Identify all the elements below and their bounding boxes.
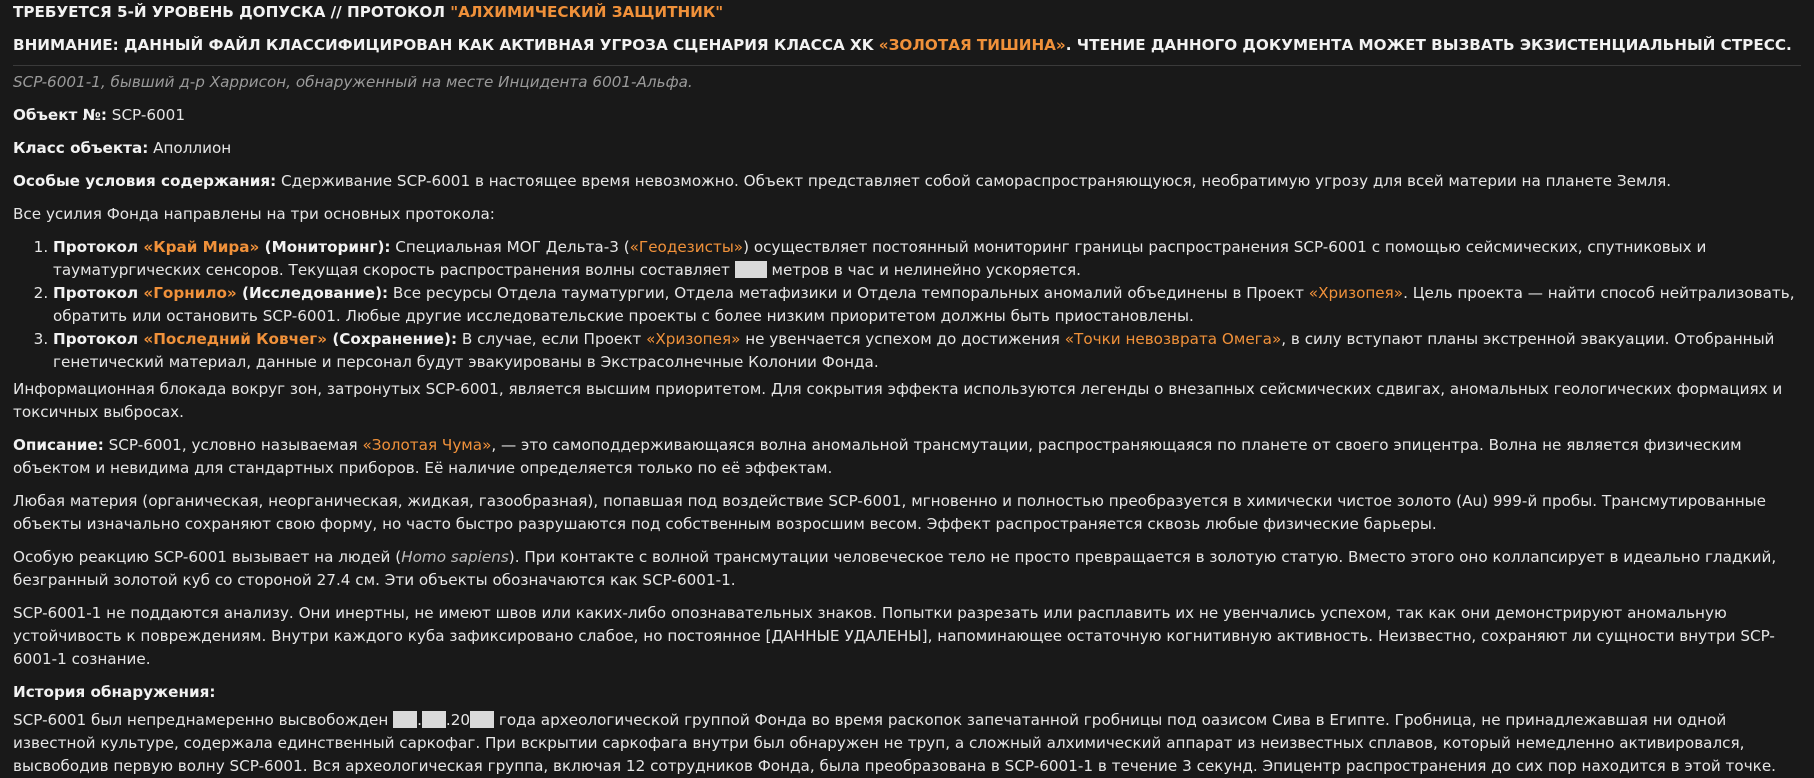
project-name: «Хризопея» [1308, 284, 1404, 302]
mtf-name: «Геодезисты» [629, 238, 744, 256]
protocol-suffix: (Исследование): [236, 284, 389, 302]
object-class [13, 137, 1801, 160]
nickname: «Золотая Чума» [362, 436, 492, 454]
project-name: «Хризопея» [646, 330, 741, 348]
point-name: «Точки невозврата Омега» [1064, 330, 1282, 348]
protocol-prefix: Протокол [53, 284, 144, 302]
protocol-text: не увенчается успехом до достижения [740, 330, 1065, 348]
clearance-header [13, 0, 1801, 24]
clearance-prefix: ТРЕБУЕТСЯ 5-Й УРОВЕНЬ ДОПУСКА // ПРОТОКОЛ [13, 3, 451, 21]
protocol-prefix: Протокол [53, 238, 144, 256]
protocol-suffix: (Мониторинг): [259, 238, 391, 256]
object-number [13, 104, 1801, 127]
human-reaction-text: Особую реакцию SCP-6001 вызывает на людей ( [13, 548, 402, 566]
date-separator: .20 [445, 711, 471, 729]
human-reaction-text: ). При контакте с волной трансмутации человеческое тело не просто превращается в золотую статую. Вместо этого оно коллапсирует в идеально гладкий, безгранный золотой куб со стороной 27.4 см. Эти объекты обозначаются как SCP-6001-1. [13, 548, 1777, 589]
containment-text: Сдерживание SCP-6001 в настоящее время невозможно. Объект представляет собой самораспространяющуюся, необратимую угрозу для всей материи на планете Земля. [276, 172, 1672, 190]
redaction-bar [422, 711, 446, 728]
protocol-item-crucible [53, 282, 1801, 328]
object-class-value: Аполлион [148, 139, 232, 157]
history-paragraph [13, 709, 1801, 778]
protocol-text: Все ресурсы Отдела тауматургии, Отдела метафизики и Отдела темпоральных аномалий объединены в Проект [388, 284, 1309, 302]
description-paragraph [13, 434, 1801, 480]
containment-procedures [13, 170, 1801, 193]
date-separator: . [417, 711, 422, 729]
blockade-paragraph: Информационная блокада вокруг зон, затронутых SCP-6001, является высшим приоритетом. Для сокрытия эффекта используются легенды о внезапных сейсмических сдвигах, аномальных геологических формациях и токсичных выбросах. [13, 380, 1783, 421]
protocol-name: «Край Мира» [143, 238, 260, 256]
protocol-text: , в силу вступают планы экстренной эвакуации. Отобранный генетический материал, данные и персонал будут эвакуированы в Экстрасолнечные Колонии Фонда. [53, 330, 1775, 371]
protocol-text: Специальная МОГ Дельта-3 ( [390, 238, 630, 256]
description-label: Описание: [13, 436, 104, 454]
protocol-text: . Цель проекта — найти способ нейтрализовать, обратить или остановить SCP-6001. Любые другие исследовательские проекты с более низким приоритетом должны быть приостановлены. [53, 284, 1795, 325]
warning-header [13, 34, 1801, 57]
history-text: года археологической группой Фонда во время раскопок запечатанной гробницы под оазисом Сива в Египте. Гробница, не принадлежавшая ни одной известной культуре, содержала единственный саркофаг. При вскрытии саркофага внутри был обнаружен не труп, а сложный алхимический аппарат из неизвестных сплавов, который немедленно активировался, высвободив первую волну SCP-6001. Вся археологическая группа, включая 12 сотрудников Фонда, была преобразована в SCP-6001-1 в течение 3 секунд. Эпицентр распространения до сих пор находится в этой точке. [13, 711, 1777, 775]
description-text: SCP-6001, условно называемая [103, 436, 363, 454]
warning-suffix: . ЧТЕНИЕ ДАННОГО ДОКУМЕНТА МОЖЕТ ВЫЗВАТЬ ЭКЗИСТЕНЦИАЛЬНЫЙ СТРЕСС. [1065, 36, 1792, 54]
warning-prefix: ВНИМАНИЕ: ДАННЫЙ ФАЙЛ КЛАССИФИЦИРОВАН КАК АКТИВНАЯ УГРОЗА СЦЕНАРИЯ КЛАССА XK [13, 36, 879, 54]
species-name: Homo sapiens [401, 548, 509, 566]
protocol-name: "АЛХИМИЧЕСКИЙ ЗАЩИТНИК" [450, 3, 724, 21]
history-heading [13, 681, 1801, 704]
protocol-text: метров в час и нелинейно ускоряется. [766, 261, 1081, 279]
protocol-label [53, 284, 388, 302]
object-number-label: Объект №: [13, 106, 107, 124]
redaction-bar [735, 261, 767, 278]
protocol-label [53, 330, 457, 348]
containment-label: Особые условия содержания: [13, 172, 277, 190]
object-class-label: Класс объекта: [13, 139, 149, 157]
history-label: История обнаружения: [13, 683, 216, 701]
protocol-name: «Последний Ковчег» [143, 330, 328, 348]
protocol-suffix: (Сохранение): [327, 330, 458, 348]
history-text: SCP-6001 был непреднамеренно высвобожден [13, 711, 394, 729]
protocol-list [13, 236, 1801, 374]
protocol-prefix: Протокол [53, 330, 144, 348]
transmutation-paragraph: Любая материя (органическая, неорганическая, жидкая, газообразная), попавшая под воздействие SCP-6001, мгновенно и полностью преобразуется в химически чистое золото (Au) 999-й пробы. Трансмутированные объекты изначально сохраняют свою форму, но часто быстро разрушаются под собственным возросшим весом. Эффект распространяется сквозь любые физические барьеры. [13, 492, 1766, 533]
protocol-text: ) осуществляет постоянный мониторинг границы распространения SCP-6001 с помощью сейсмических, спутниковых и тауматургических сенсоров. Текущая скорость распространения волны составляет [53, 238, 1707, 279]
image-caption: SCP-6001-1, бывший д-р Харрисон, обнаруженный на месте Инцидента 6001-Альфа. [13, 73, 693, 91]
human-reaction-paragraph [13, 546, 1801, 592]
cube-paragraph: SCP-6001-1 не поддаются анализу. Они инертны, не имеют швов или каких-либо опознавательных знаков. Попытки разрезать или расплавить их не увенчались успехом, так как они демонстрируют аномальную устойчивость к повреждениям. Внутри каждого куба зафиксировано слабое, но постоянное [ДАННЫЕ УДАЛЕНЫ], напоминающее остаточную когнитивную активность. Неизвестно, сохраняют ли сущности внутри SCP-6001-1 сознание. [13, 604, 1775, 668]
description-text: , — это самоподдерживающаяся волна аномальной трансмутации, распространяющаяся по планете от своего эпицентра. Волна не является физическим объектом и невидима для стандартных приборов. Её наличие определяется только по её эффектам. [13, 436, 1742, 477]
protocol-text: В случае, если Проект [457, 330, 647, 348]
protocol-name: «Горнило» [143, 284, 237, 302]
header-divider [13, 65, 1801, 66]
redaction-bar [393, 711, 417, 728]
scenario-name: «ЗОЛОТАЯ ТИШИНА» [878, 36, 1066, 54]
protocol-item-edge-of-world [53, 236, 1801, 282]
redaction-bar [470, 711, 494, 728]
object-number-value: SCP-6001 [106, 106, 186, 124]
protocol-item-last-ark [53, 328, 1801, 374]
protocol-label [53, 238, 390, 256]
protocols-intro: Все усилия Фонда направлены на три основных протокола: [13, 205, 495, 223]
